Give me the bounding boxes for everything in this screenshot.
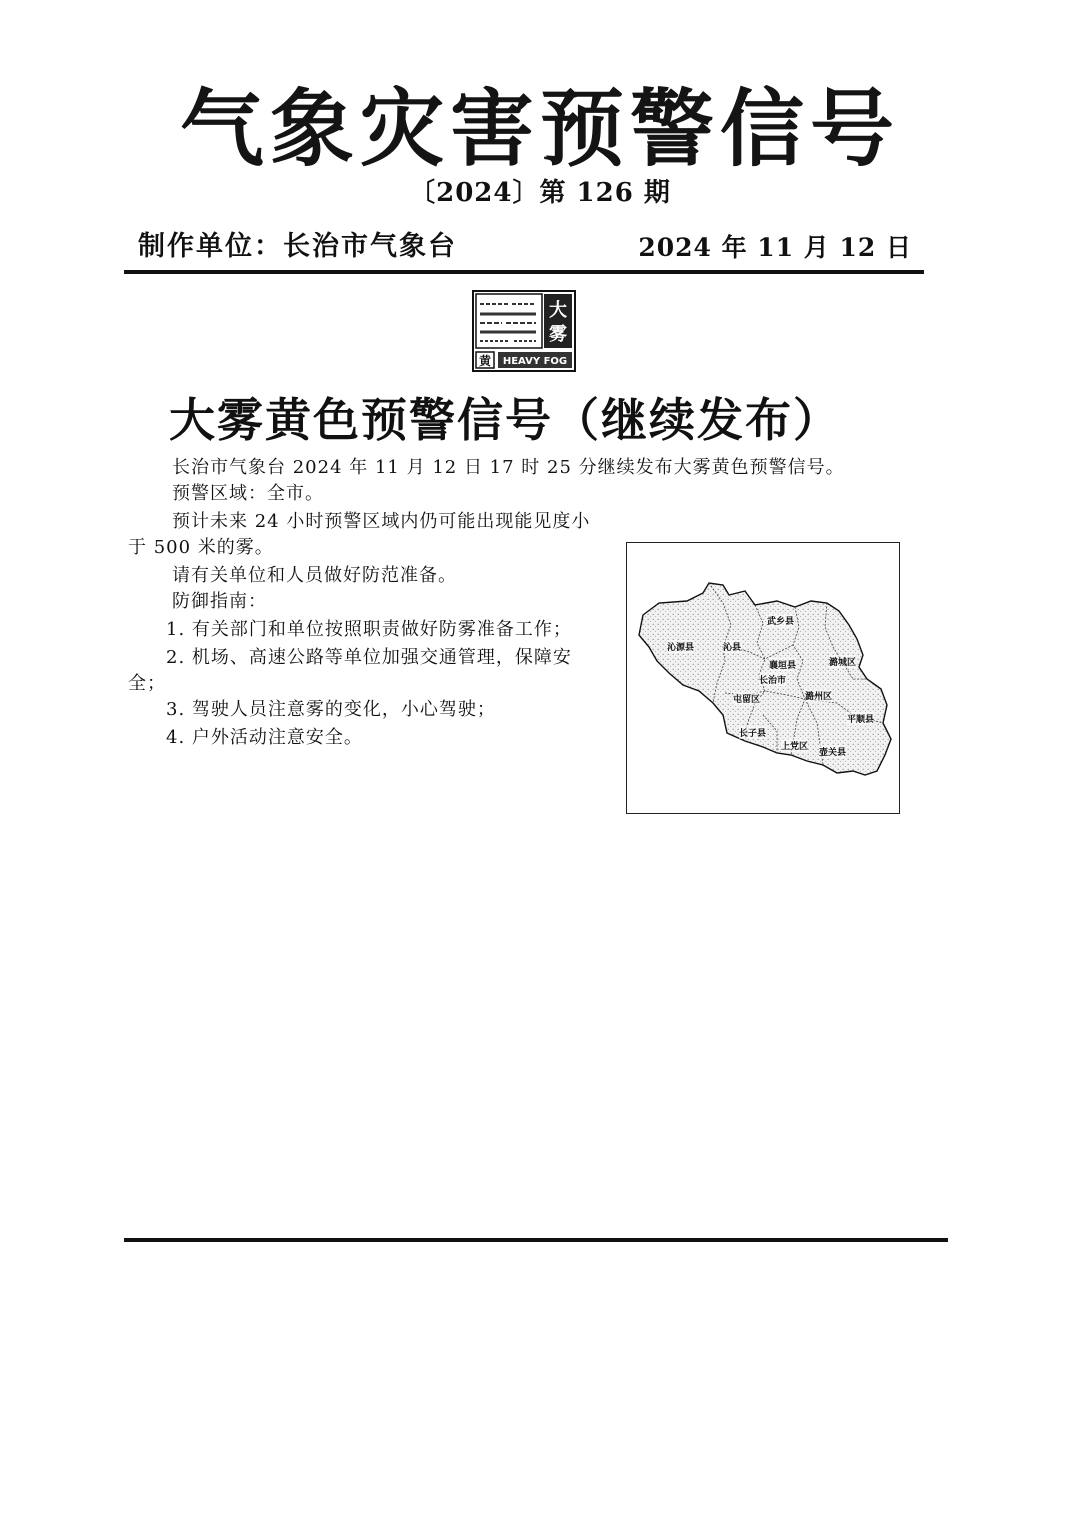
map-label-xiangyuan: 襄垣县 [769, 658, 796, 671]
issue-number: 〔2024〕第 126 期 [409, 178, 671, 208]
body-line-forecast-cont: 于 500 米的雾。 [128, 537, 274, 558]
map-label-shangdang: 上党区 [781, 739, 808, 752]
changzhi-region-map [626, 542, 900, 814]
guide-item-2-cont: 全； [128, 673, 166, 694]
svg-text:雾: 雾 [549, 324, 567, 345]
issuing-unit: 制作单位：长治市气象台 [138, 231, 457, 262]
svg-text:大: 大 [549, 300, 567, 321]
map-label-lucheng: 潞城区 [829, 655, 856, 668]
signal-title: 大雾黄色预警信号（继续发布） [169, 393, 841, 447]
map-label-qinxian: 沁县 [723, 640, 741, 653]
guide-item-3: 3. 驾驶人员注意雾的变化，小心驾驶； [166, 699, 496, 720]
document-title: 气象灾害预警信号 [179, 80, 900, 178]
body-line-area: 预警区域：全市。 [172, 483, 324, 504]
guide-item-1: 1. 有关部门和单位按照职责做好防雾准备工作； [166, 619, 572, 640]
header-divider [124, 270, 924, 274]
guide-heading: 防御指南： [172, 591, 267, 612]
footer-divider [124, 1238, 948, 1242]
map-label-changzhi: 长治市 [759, 673, 786, 686]
map-label-huguan: 壶关县 [819, 745, 846, 758]
fog-icon-label: HEAVY FOG [502, 356, 568, 367]
map-label-pingshun: 平顺县 [847, 712, 874, 725]
map-label-qinyuan: 沁源县 [667, 640, 694, 653]
map-label-wuxiang: 武乡县 [767, 614, 794, 627]
heavy-fog-signal-icon [472, 290, 576, 372]
map-label-zhangzi: 长子县 [739, 726, 766, 739]
body-line-forecast: 预计未来 24 小时预警区域内仍可能出现能见度小 [172, 511, 591, 532]
issue-date: 2024 年 11 月 12 日 [638, 233, 912, 262]
guide-item-4: 4. 户外活动注意安全。 [166, 727, 363, 748]
fog-icon-level: 黄 [478, 354, 492, 368]
map-label-tunliu: 屯留区 [733, 692, 760, 705]
body-line-issue: 长治市气象台 2024 年 11 月 12 日 17 时 25 分继续发布大雾黄色预警信号。 [172, 457, 845, 478]
body-line-advice: 请有关单位和人员做好防范准备。 [172, 565, 457, 586]
guide-item-2: 2. 机场、高速公路等单位加强交通管理，保障安 [166, 647, 572, 668]
map-label-luzhou: 潞州区 [805, 689, 832, 702]
